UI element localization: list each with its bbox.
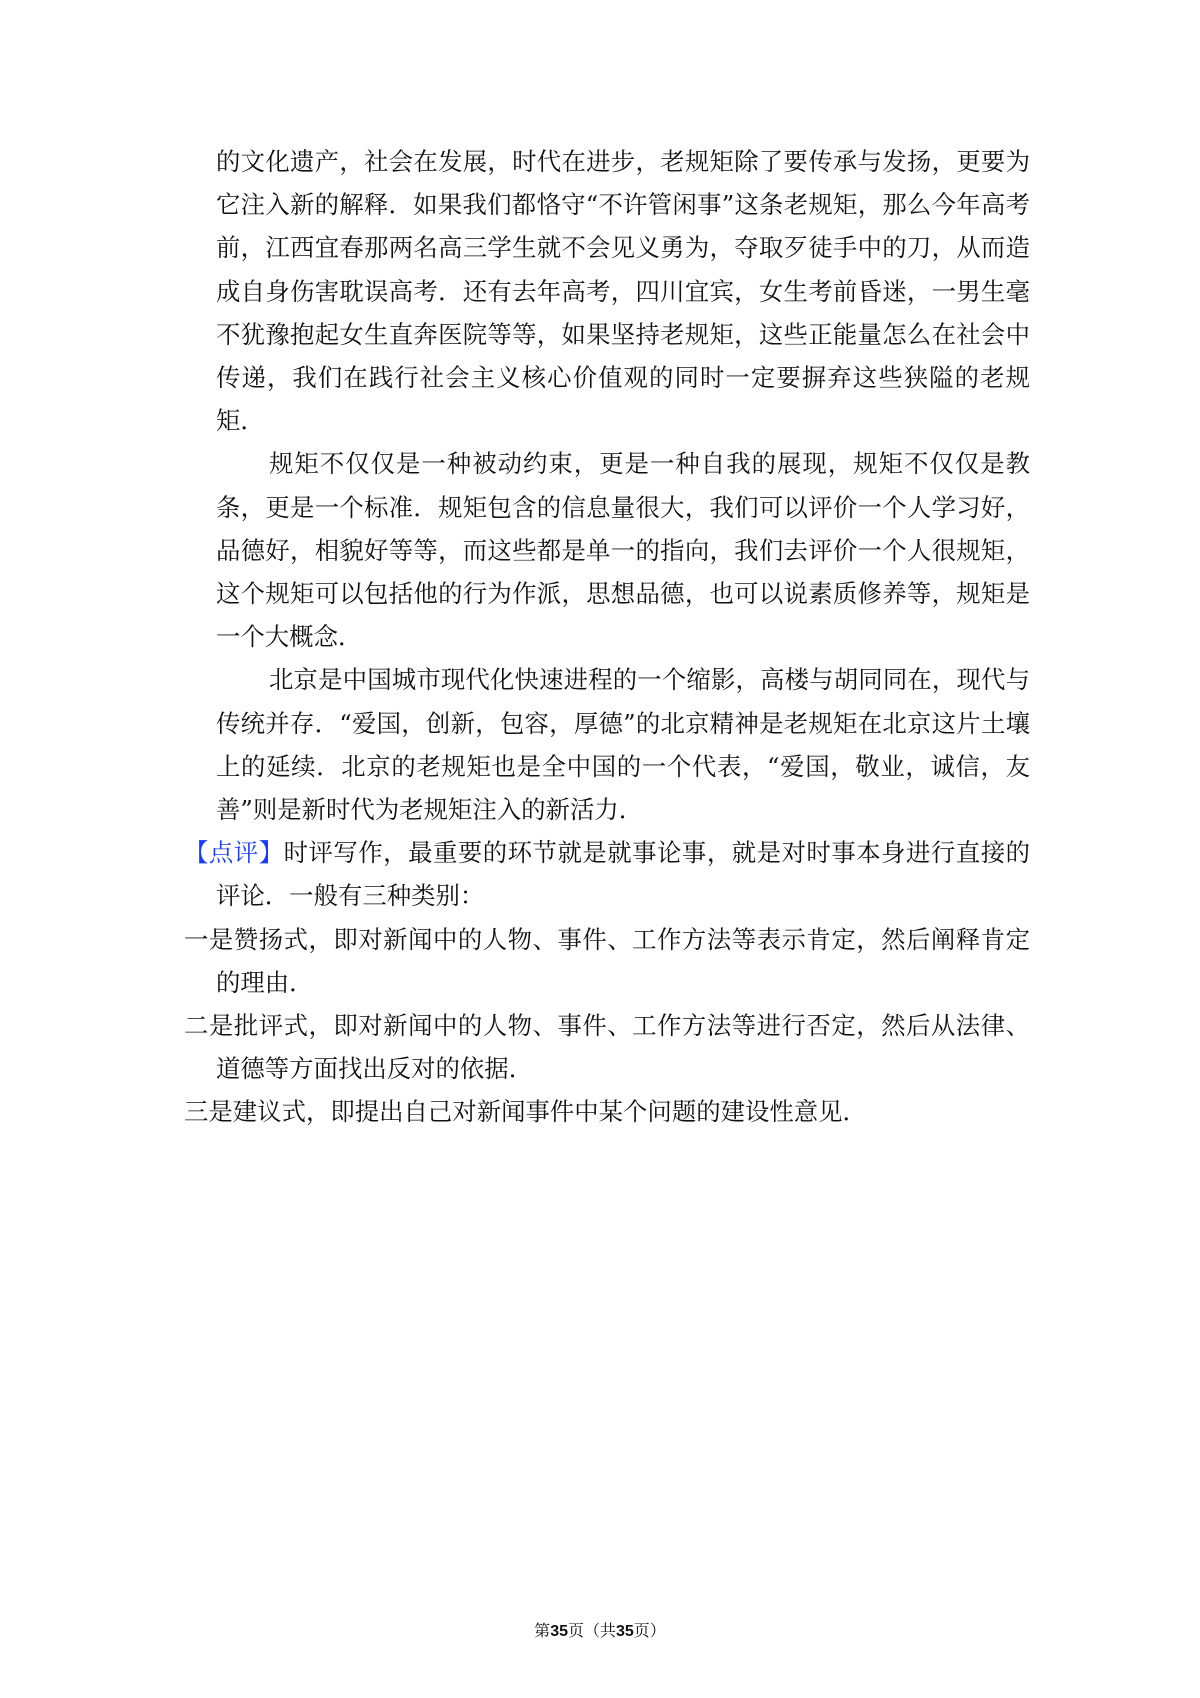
page-footer [0, 1620, 1200, 1643]
footer-suffix: 页） [633, 1621, 666, 1640]
review-item: 三是建议式，即提出自己对新闻事件中某个问题的建设性意见． [184, 1097, 867, 1127]
document-body [184, 140, 1030, 1134]
review-item: 一是赞扬式，即对新闻中的人物、事件、工作方法等表示肯定，然后阐释肯定的理由． [184, 924, 1030, 997]
footer-prefix: 第 [534, 1621, 551, 1640]
body-paragraph: 规矩不仅仅是一种被动约束，更是一种自我的展现，规矩不仅仅是教条，更是一个标准．规矩包含的信息量很大，我们可以评价一个人学习好，品德好，相貌好等等，而这些都是单一的指向，我们去评价一个人很规矩，这个规矩可以包括他的行为作派，思想品德，也可以说素质修养等，规矩是一个大概念． [216, 449, 1030, 652]
body-paragraph: 的文化遗产，社会在发展，时代在进步，老规矩除了要传承与发扬，更要为它注入新的解释．如果我们都恪守“不许管闲事”这条老规矩，那么今年高考前，江西宜春那两名高三学生就不会见义勇为，夺取歹徒手中的刀，从而造成自身伤害耽误高考．还有去年高考，四川宜宾，女生考前昏迷，一男生毫不犹豫抱起女生直奔医院等等，如果坚持老规矩，这些正能量怎么在社会中传递，我们在践行社会主义核心价值观的同时一定要摒弃这些狭隘的老规矩． [216, 147, 1030, 436]
review-text: 时评写作，最重要的环节就是就事论事，就是对时事本身进行直接的评论．一般有三种类别： [216, 838, 1030, 911]
review-paragraph [184, 831, 1030, 917]
body-paragraph: 北京是中国城市现代化快速进程的一个缩影，高楼与胡同同在，现代与传统并存．“爱国，创新，包容，厚德”的北京精神是老规矩在北京这片土壤上的延续．北京的老规矩也是全中国的一个代表，“爱国，敬业，诚信，友善”则是新时代为老规矩注入的新活力． [216, 665, 1030, 825]
review-label: 【点评】 [184, 838, 284, 868]
footer-total-pages: 35 [616, 1623, 634, 1640]
footer-page-number: 35 [550, 1623, 568, 1640]
review-item: 二是批评式，即对新闻中的人物、事件、工作方法等进行否定，然后从法律、道德等方面找出反对的依据． [184, 1011, 1030, 1084]
footer-middle: 页（共 [567, 1621, 616, 1640]
